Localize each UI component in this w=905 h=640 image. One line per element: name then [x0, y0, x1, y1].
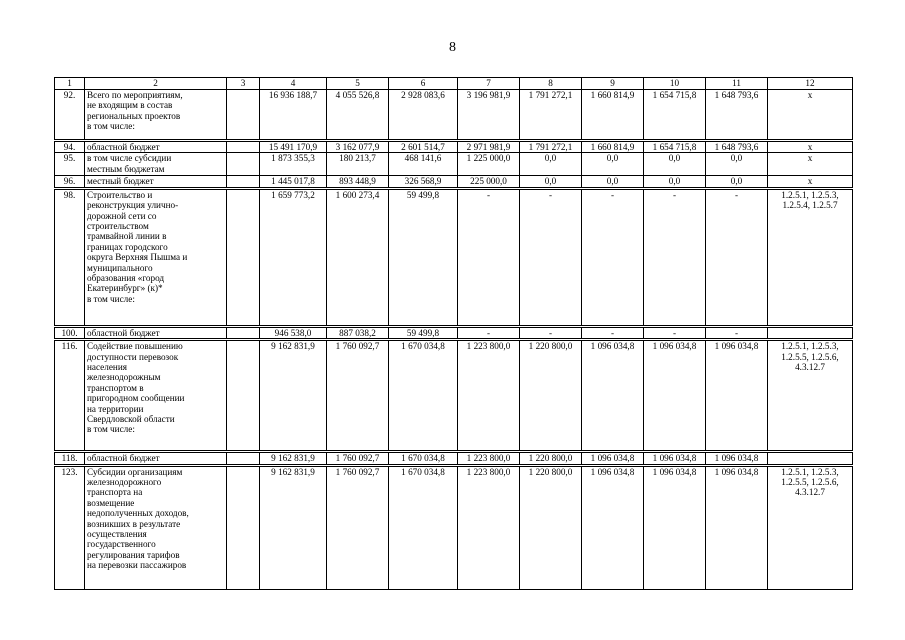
- table-row: [55, 141, 853, 153]
- row-name: местный бюджет: [85, 176, 227, 188]
- cell-col6: 2 601 514,7: [389, 141, 458, 153]
- cell-col6: 468 141,6: [389, 153, 458, 176]
- row-number: 118.: [55, 452, 85, 465]
- table-row: [55, 153, 853, 176]
- cell-col4: 15 491 170,9: [260, 141, 327, 153]
- cell-col5: 887 038,2: [327, 326, 389, 339]
- cell-col7: 1 225 000,0: [458, 153, 520, 176]
- column-header: 10: [644, 78, 706, 90]
- cell-col4: 1 873 355,3: [260, 153, 327, 176]
- cell-col5: 1 760 092,7: [327, 340, 389, 452]
- cell-col11: 1 096 034,8: [706, 340, 768, 452]
- cell-col10: 1 654 715,8: [644, 90, 706, 141]
- cell-col4: 9 162 831,9: [260, 452, 327, 465]
- cell-col12: [768, 326, 853, 339]
- table-row: [55, 452, 853, 465]
- column-header: 11: [706, 78, 768, 90]
- cell-col3: [227, 452, 260, 465]
- cell-col8: 0,0: [520, 153, 582, 176]
- cell-col3: [227, 176, 260, 188]
- cell-col9: 1 096 034,8: [582, 465, 644, 589]
- row-name: областной бюджет: [85, 141, 227, 153]
- cell-col3: [227, 188, 260, 326]
- cell-col9: 1 660 814,9: [582, 90, 644, 141]
- page-number: 8: [449, 40, 456, 55]
- column-header: 9: [582, 78, 644, 90]
- row-name: Строительство и реконструкция улично- дорожной сети со строительством трамвайной линии в границах городского округа Верхняя Пышма и муниципального образования «город Екатеринбург» (к)* в том числе:: [85, 188, 227, 326]
- cell-col9: 1 096 034,8: [582, 452, 644, 465]
- cell-col12: x: [768, 90, 853, 141]
- cell-col3: [227, 153, 260, 176]
- row-number: 123.: [55, 465, 85, 589]
- cell-col9: 0,0: [582, 153, 644, 176]
- cell-col4: 1 445 017,8: [260, 176, 327, 188]
- row-name: Субсидии организациям железнодорожного транспорта на возмещение недополученных доходов, возникших в результате осуществления государственного регулирования тарифов на перевозки пассажиров: [85, 465, 227, 589]
- cell-col8: 1 791 272,1: [520, 90, 582, 141]
- cell-col6: 1 670 034,8: [389, 465, 458, 589]
- row-number: 92.: [55, 90, 85, 141]
- cell-col6: 59 499,8: [389, 326, 458, 339]
- cell-col3: [227, 340, 260, 452]
- cell-col6: 2 928 083,6: [389, 90, 458, 141]
- cell-col5: 1 760 092,7: [327, 465, 389, 589]
- cell-col12: [768, 452, 853, 465]
- cell-col8: 1 220 800,0: [520, 465, 582, 589]
- row-name: в том числе субсидии местным бюджетам: [85, 153, 227, 176]
- row-number: 96.: [55, 176, 85, 188]
- cell-col9: 1 660 814,9: [582, 141, 644, 153]
- cell-col3: [227, 465, 260, 589]
- cell-col11: 1 648 793,6: [706, 90, 768, 141]
- cell-col7: 1 223 800,0: [458, 465, 520, 589]
- cell-col3: [227, 326, 260, 339]
- cell-col7: 1 223 800,0: [458, 340, 520, 452]
- cell-col10: -: [644, 188, 706, 326]
- column-header: 7: [458, 78, 520, 90]
- cell-col4: 9 162 831,9: [260, 465, 327, 589]
- row-number: 98.: [55, 188, 85, 326]
- cell-col9: -: [582, 326, 644, 339]
- table-row: [55, 176, 853, 188]
- cell-col8: 1 220 800,0: [520, 452, 582, 465]
- cell-col4: 16 936 188,7: [260, 90, 327, 141]
- cell-col4: 9 162 831,9: [260, 340, 327, 452]
- cell-col5: 893 448,9: [327, 176, 389, 188]
- cell-col5: 1 760 092,7: [327, 452, 389, 465]
- cell-col7: -: [458, 188, 520, 326]
- cell-col5: 3 162 077,9: [327, 141, 389, 153]
- cell-col7: 3 196 981,9: [458, 90, 520, 141]
- cell-col12: x: [768, 153, 853, 176]
- cell-col6: 326 568,9: [389, 176, 458, 188]
- budget-table: [54, 77, 853, 590]
- cell-col4: 946 538,0: [260, 326, 327, 339]
- cell-col8: 0,0: [520, 176, 582, 188]
- cell-col9: 1 096 034,8: [582, 340, 644, 452]
- cell-col4: 1 659 773,2: [260, 188, 327, 326]
- cell-col12: x: [768, 141, 853, 153]
- row-name: Всего по мероприятиям, не входящим в состав региональных проектов в том числе:: [85, 90, 227, 141]
- cell-col11: 1 096 034,8: [706, 452, 768, 465]
- cell-col7: 225 000,0: [458, 176, 520, 188]
- table-row: [55, 326, 853, 339]
- cell-col10: 1 654 715,8: [644, 141, 706, 153]
- cell-col9: 0,0: [582, 176, 644, 188]
- cell-col12: 1.2.5.1, 1.2.5.3, 1.2.5.5, 1.2.5.6, 4.3.12.7: [768, 340, 853, 452]
- column-number-row: [55, 78, 853, 90]
- column-header: 4: [260, 78, 327, 90]
- row-name: областной бюджет: [85, 326, 227, 339]
- cell-col3: [227, 141, 260, 153]
- cell-col10: 1 096 034,8: [644, 465, 706, 589]
- cell-col9: -: [582, 188, 644, 326]
- cell-col8: 1 791 272,1: [520, 141, 582, 153]
- column-header: 3: [227, 78, 260, 90]
- cell-col8: 1 220 800,0: [520, 340, 582, 452]
- cell-col11: 0,0: [706, 153, 768, 176]
- row-number: 94.: [55, 141, 85, 153]
- table-row: [55, 340, 853, 452]
- cell-col10: 1 096 034,8: [644, 340, 706, 452]
- cell-col11: 1 648 793,6: [706, 141, 768, 153]
- cell-col12: 1.2.5.1, 1.2.5.3, 1.2.5.4, 1.2.5.7: [768, 188, 853, 326]
- column-header: 12: [768, 78, 853, 90]
- table-row: [55, 465, 853, 589]
- cell-col11: 0,0: [706, 176, 768, 188]
- cell-col5: 4 055 526,8: [327, 90, 389, 141]
- column-header: 1: [55, 78, 85, 90]
- row-number: 100.: [55, 326, 85, 339]
- cell-col10: -: [644, 326, 706, 339]
- column-header: 6: [389, 78, 458, 90]
- cell-col3: [227, 90, 260, 141]
- cell-col7: 2 971 981,9: [458, 141, 520, 153]
- cell-col12: x: [768, 176, 853, 188]
- column-header: 8: [520, 78, 582, 90]
- cell-col10: 0,0: [644, 153, 706, 176]
- table-row: [55, 188, 853, 326]
- cell-col8: -: [520, 326, 582, 339]
- cell-col10: 1 096 034,8: [644, 452, 706, 465]
- cell-col7: -: [458, 326, 520, 339]
- cell-col12: 1.2.5.1, 1.2.5.3, 1.2.5.5, 1.2.5.6, 4.3.12.7: [768, 465, 853, 589]
- table-row: [55, 90, 853, 141]
- cell-col10: 0,0: [644, 176, 706, 188]
- cell-col6: 1 670 034,8: [389, 452, 458, 465]
- row-number: 95.: [55, 153, 85, 176]
- row-number: 116.: [55, 340, 85, 452]
- cell-col8: -: [520, 188, 582, 326]
- column-header: 5: [327, 78, 389, 90]
- cell-col11: 1 096 034,8: [706, 465, 768, 589]
- column-header: 2: [85, 78, 227, 90]
- row-name: Содействие повышению доступности перевозок населения железнодорожным транспортом в пригородном сообщении на территории Свердловской области в том числе:: [85, 340, 227, 452]
- cell-col11: -: [706, 188, 768, 326]
- cell-col7: 1 223 800,0: [458, 452, 520, 465]
- cell-col5: 1 600 273,4: [327, 188, 389, 326]
- row-name: областной бюджет: [85, 452, 227, 465]
- cell-col6: 1 670 034,8: [389, 340, 458, 452]
- cell-col11: -: [706, 326, 768, 339]
- cell-col5: 180 213,7: [327, 153, 389, 176]
- cell-col6: 59 499,8: [389, 188, 458, 326]
